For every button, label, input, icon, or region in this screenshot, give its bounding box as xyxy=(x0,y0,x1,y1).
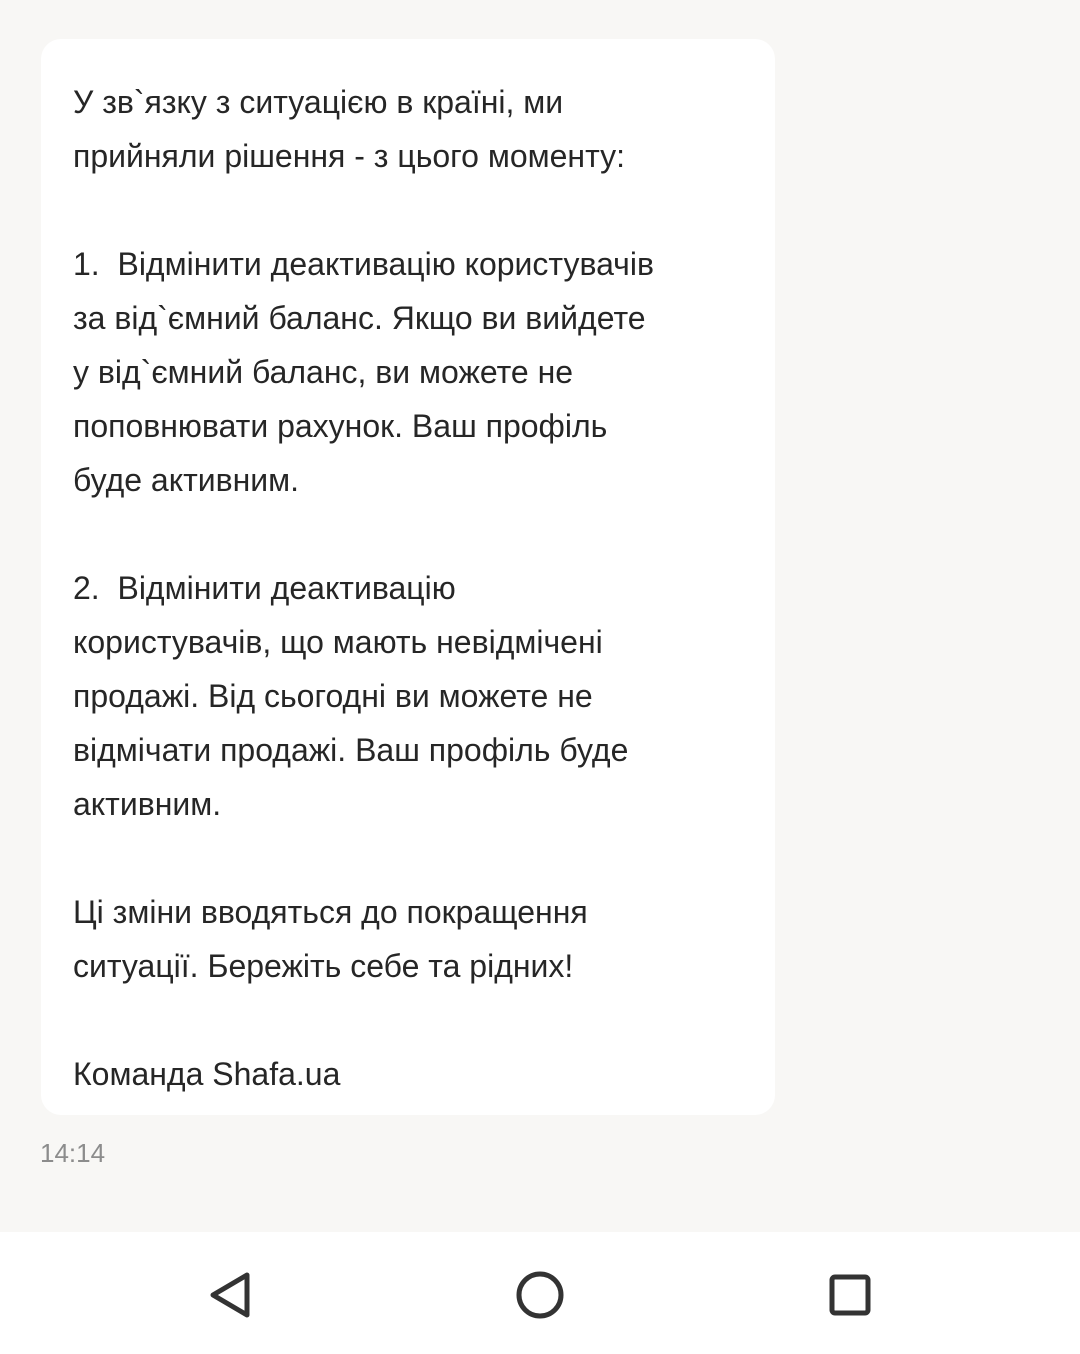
recents-square-icon xyxy=(820,1265,880,1325)
paragraph-spacer xyxy=(73,993,755,1047)
recents-button[interactable] xyxy=(805,1250,895,1340)
message-paragraph-point-2: 2. Відмінити деактивацію користувачів, що мають невідмічені продажі. Від сьогодні ви можете не відмічати продажі. Ваш профіль буде активним. xyxy=(73,570,629,822)
home-button[interactable] xyxy=(495,1250,585,1340)
paragraph-spacer xyxy=(73,183,755,237)
back-button[interactable] xyxy=(186,1250,276,1340)
paragraph-spacer xyxy=(73,831,755,885)
message-timestamp: 14:14 xyxy=(40,1138,106,1168)
navigation-bar xyxy=(0,1232,1080,1354)
message-signature: Команда Shafa.ua xyxy=(73,1056,341,1092)
paragraph-spacer xyxy=(73,507,755,561)
message-paragraph-closing: Ці зміни вводяться до покращення ситуації. Бережіть себе та рідних! xyxy=(73,894,588,984)
message-bubble[interactable] xyxy=(41,39,775,1115)
back-triangle-icon xyxy=(201,1265,261,1325)
message-paragraph-intro: У зв`язку з ситуацією в країні, ми прийняли рішення - з цього моменту: xyxy=(73,84,625,174)
message-paragraph-point-1: 1. Відмінити деактивацію користувачів за від`ємний баланс. Якщо ви вийдете у від`ємний баланс, ви можете не поповнювати рахунок. Ваш профіль буде активним. xyxy=(73,246,654,498)
home-circle-icon xyxy=(510,1265,570,1325)
